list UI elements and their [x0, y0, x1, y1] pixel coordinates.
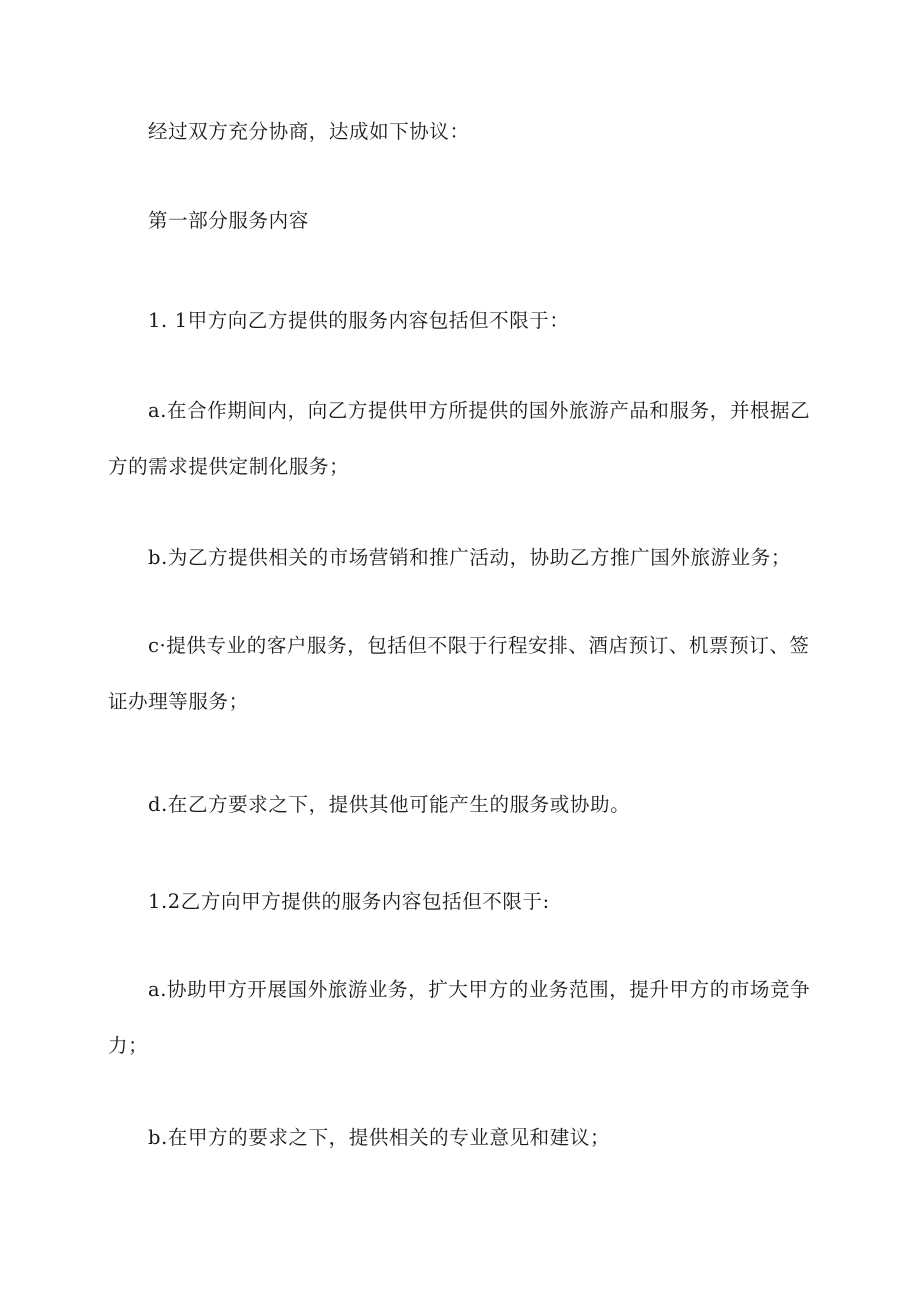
- clause-1-2-item-b: b.在甲方的要求之下，提供相关的专业意见和建议；: [148, 1126, 611, 1149]
- clause-1-1-heading: 1. 1甲方向乙方提供的服务内容包括但不限于：: [148, 309, 570, 332]
- clause-1-2-item-a: a.协助甲方开展国外旅游业务，扩大甲方的业务范围，提升甲方的市场竞争力；: [108, 978, 811, 1057]
- clause-1-2-heading: 1.2乙方向甲方提供的服务内容包括但不限于:: [148, 890, 550, 913]
- clause-1-1-item-d: d.在乙方要求之下，提供其他可能产生的服务或协助。: [148, 793, 631, 816]
- clause-1-1-item-c: c·提供专业的客户服务，包括但不限于行程安排、酒店预订、机票预订、签证办理等服务；: [108, 634, 810, 713]
- clause-1-1-item-a: a.在合作期间内，向乙方提供甲方所提供的国外旅游产品和服务，并根据乙方的需求提供定制化服务；: [108, 399, 811, 478]
- intro-paragraph: 经过双方充分协商，达成如下协议：: [148, 120, 470, 143]
- section-heading: 第一部分服务内容: [148, 209, 309, 232]
- clause-1-1-item-b: b.为乙方提供相关的市场营销和推广活动，协助乙方推广国外旅游业务；: [148, 546, 791, 569]
